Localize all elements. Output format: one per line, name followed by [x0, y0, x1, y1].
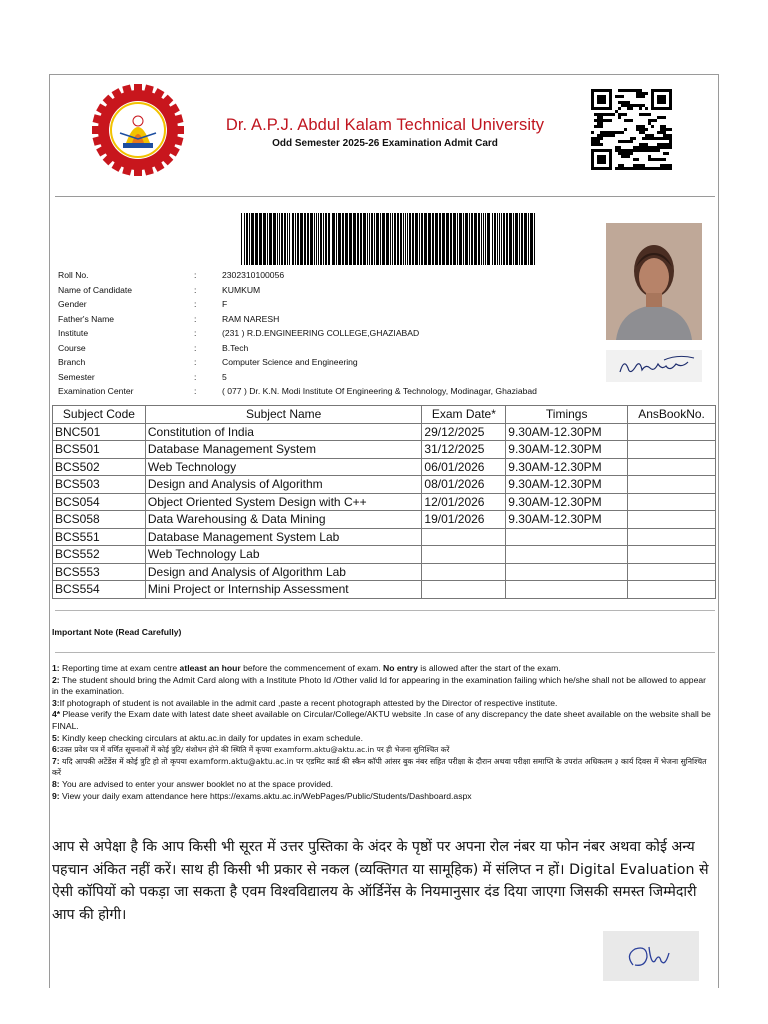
info-label: Name of Candidate [58, 284, 133, 295]
cell-timings: 9.30AM-12.30PM [506, 423, 628, 441]
header-timings: Timings [506, 406, 628, 424]
cell-subject-code: BCS058 [53, 511, 146, 529]
table-row [53, 511, 716, 529]
info-colon: : [194, 371, 197, 382]
cell-ansbookno [628, 458, 716, 476]
cell-timings [506, 563, 628, 581]
cell-subject-name: Constitution of India [145, 423, 422, 441]
qr-code-icon [591, 89, 672, 170]
note-5 [52, 733, 714, 745]
cell-subject-name: Design and Analysis of Algorithm Lab [145, 563, 422, 581]
note-9 [52, 791, 714, 803]
note-number: 7: [52, 755, 63, 766]
cell-exam-date: 06/01/2026 [422, 458, 506, 476]
note-emphasis: atleast an hour [179, 663, 241, 673]
hindi-instruction-paragraph: आप से अपेक्षा है कि आप किसी भी सूरत में उत्तर पुस्तिका के अंदर के पृष्ठों पर अपना रोल नंबर या फोन नंबर अथवा कोई अन्य पहचान अंकित नहीं करें। साथ ही किसी भी प्रकार से नकल (व्यक्तिगत या सामूहिक) में संलिप्त न हों। Digital Evaluation से ऐसी कॉपियों को पकड़ा जा सकता है एवम विश्वविद्यालय के ऑर्डिनेंस के नियमानुसार दंड दिया जाएगा जिसकी समस्त जिम्मेदारी आप की होगी। [52, 839, 709, 923]
cell-subject-code: BCS501 [53, 441, 146, 459]
info-value: 5 [222, 371, 227, 382]
note-number: 1: [52, 663, 63, 673]
cell-exam-date [422, 563, 506, 581]
note-1 [52, 663, 714, 675]
cell-subject-code: BCS551 [53, 528, 146, 546]
note-emphasis: No entry [383, 663, 418, 673]
note-text: before the commencement of exam. [240, 663, 384, 673]
note-text: If photograph of student is not available in the admit card ,paste a recent photograph attested by the Director of respective institute. [59, 697, 558, 708]
divider [55, 610, 715, 611]
important-note-title: Important Note (Read Carefully) [52, 627, 182, 637]
cell-ansbookno [628, 511, 716, 529]
cell-exam-date: 31/12/2025 [422, 441, 506, 459]
divider [55, 652, 715, 653]
cell-exam-date: 19/01/2026 [422, 511, 506, 529]
cell-ansbookno [628, 493, 716, 511]
cell-timings: 9.30AM-12.30PM [506, 441, 628, 459]
note-number: 2: [52, 674, 63, 685]
cell-subject-code: BCS553 [53, 563, 146, 581]
cell-subject-code: BCS554 [53, 581, 146, 599]
info-colon: : [194, 284, 197, 295]
note-8 [52, 779, 714, 791]
table-row [53, 581, 716, 599]
info-label: Gender [58, 299, 87, 310]
cell-subject-name: Web Technology [145, 458, 422, 476]
info-colon: : [194, 386, 197, 397]
header-divider [55, 196, 715, 197]
subjects-table [52, 405, 716, 599]
header-subject-name: Subject Name [145, 406, 422, 424]
cell-timings: 9.30AM-12.30PM [506, 493, 628, 511]
cell-ansbookno [628, 423, 716, 441]
info-row [58, 312, 537, 327]
info-label: Father's Name [58, 313, 115, 324]
candidate-info [58, 268, 537, 399]
note-number: 4* [52, 709, 63, 720]
cell-timings [506, 546, 628, 564]
note-number: 5: [52, 732, 63, 743]
candidate-signature [606, 350, 702, 382]
note-2 [52, 675, 714, 698]
important-notes [52, 663, 714, 802]
info-row [58, 283, 537, 298]
table-header-row [53, 406, 716, 424]
table-row [53, 546, 716, 564]
cell-subject-name: Database Management System [145, 441, 422, 459]
cell-subject-name: Mini Project or Internship Assessment [145, 581, 422, 599]
note-text: उक्त प्रवेश पत्र में वर्णित सूचनाओं में कोई त्रुटि/ संशोधन होने की स्थिति में कृपया examform.aktu@aktu.ac.in पर ही भेजना सुनिश्चित करें [59, 745, 450, 755]
info-value: B.Tech [222, 342, 249, 353]
note-6 [52, 744, 714, 756]
cell-subject-name: Object Oriented System Design with C++ [145, 493, 422, 511]
table-row [53, 563, 716, 581]
note-4 [52, 709, 714, 732]
cell-subject-code: BNC501 [53, 423, 146, 441]
cell-exam-date: 08/01/2026 [422, 476, 506, 494]
cell-exam-date [422, 546, 506, 564]
header-exam-date: Exam Date* [422, 406, 506, 424]
note-7 [52, 756, 714, 779]
cell-subject-code: BCS054 [53, 493, 146, 511]
table-row [53, 528, 716, 546]
table-row [53, 476, 716, 494]
note-text: You are advised to enter your answer booklet no at the space provided. [62, 778, 334, 789]
info-value: RAM NARESH [222, 313, 280, 324]
info-label: Branch [58, 357, 86, 368]
note-text: View your daily exam attendance here https://exams.aktu.ac.in/WebPages/Public/Students/Dashboard.aspx [62, 790, 472, 801]
info-value: 2302310100056 [222, 270, 285, 281]
cell-exam-date [422, 528, 506, 546]
note-number: 9: [52, 790, 63, 801]
info-label: Roll No. [58, 270, 89, 281]
note-text: is allowed after the start of the exam. [417, 663, 561, 673]
note-text: Please verify the Exam date with latest date sheet available on Circular/College/AKTU website .In case of any discrepancy the date sheet available on the website shall be FINAL. [52, 709, 711, 731]
cell-subject-name: Web Technology Lab [145, 546, 422, 564]
note-text: यदि आपकी अटेंडेंस में कोई त्रुटि हो तो कृपया examform.aktu@aktu.ac.in पर एडमिट कार्ड की स्कैन कॉपी आंसर बुक नंबर सहित परीक्षा के दौरान अथवा परीक्षा समाप्ति के उपरांत अधिकतम ३ कार्य दिवस में भेजना सुनिश्चित करें [52, 756, 707, 778]
cell-ansbookno [628, 441, 716, 459]
header-subject-code: Subject Code [53, 406, 146, 424]
note-text: Kindly keep checking circulars at aktu.ac.in daily for updates in exam schedule. [62, 732, 363, 743]
info-label: Semester [58, 371, 95, 382]
cell-timings [506, 581, 628, 599]
info-label: Examination Center [58, 386, 134, 397]
admit-card-subtitle: Odd Semester 2025-26 Examination Admit Card [272, 138, 498, 149]
info-row [58, 326, 537, 341]
note-3 [52, 698, 714, 710]
table-row [53, 493, 716, 511]
table-row [53, 458, 716, 476]
authority-signature [603, 931, 699, 981]
info-colon: : [194, 313, 197, 324]
cell-ansbookno [628, 528, 716, 546]
note-number: 6: [52, 744, 60, 755]
cell-timings: 9.30AM-12.30PM [506, 458, 628, 476]
cell-subject-name: Database Management System Lab [145, 528, 422, 546]
header-ansbookno: AnsBookNo. [628, 406, 716, 424]
info-row [58, 268, 537, 283]
cell-subject-code: BCS502 [53, 458, 146, 476]
info-value: (231 ) R.D.ENGINEERING COLLEGE,GHAZIABAD [222, 328, 420, 339]
info-label: Course [58, 342, 86, 353]
cell-subject-name: Data Warehousing & Data Mining [145, 511, 422, 529]
info-row [58, 355, 537, 370]
table-row [53, 441, 716, 459]
info-value: Computer Science and Engineering [222, 357, 358, 368]
cell-timings [506, 528, 628, 546]
cell-exam-date [422, 581, 506, 599]
cell-ansbookno [628, 476, 716, 494]
info-colon: : [194, 328, 197, 339]
info-value: ( 077 ) Dr. K.N. Modi Institute Of Engineering & Technology, Modinagar, Ghaziabad [222, 386, 537, 397]
info-label: Institute [58, 328, 89, 339]
table-row [53, 423, 716, 441]
note-text: Reporting time at exam centre [62, 663, 180, 673]
cell-exam-date: 12/01/2026 [422, 493, 506, 511]
cell-exam-date: 29/12/2025 [422, 423, 506, 441]
cell-timings: 9.30AM-12.30PM [506, 476, 628, 494]
university-logo [90, 81, 186, 179]
cell-ansbookno [628, 546, 716, 564]
info-colon: : [194, 342, 197, 353]
info-colon: : [194, 270, 197, 281]
cell-subject-code: BCS552 [53, 546, 146, 564]
cell-ansbookno [628, 563, 716, 581]
cell-subject-name: Design and Analysis of Algorithm [145, 476, 422, 494]
note-number: 3: [52, 697, 60, 708]
note-number: 8: [52, 778, 63, 789]
info-row [58, 297, 537, 312]
info-row [58, 341, 537, 356]
university-title: Dr. A.P.J. Abdul Kalam Technical University [225, 116, 545, 134]
info-value: F [222, 299, 228, 310]
cell-ansbookno [628, 581, 716, 599]
barcode-icon [241, 213, 535, 265]
note-text: The student should bring the Admit Card along with a Institute Photo Id /Other valid Id for appearing in the examination failing which he/she shall not be allowed to appear in the examination. [52, 674, 707, 697]
info-row [58, 384, 537, 399]
info-row [58, 370, 537, 385]
info-value: KUMKUM [222, 284, 261, 295]
info-colon: : [194, 299, 197, 310]
cell-subject-code: BCS503 [53, 476, 146, 494]
info-colon: : [194, 357, 197, 368]
cell-timings: 9.30AM-12.30PM [506, 511, 628, 529]
candidate-photo [606, 223, 702, 340]
